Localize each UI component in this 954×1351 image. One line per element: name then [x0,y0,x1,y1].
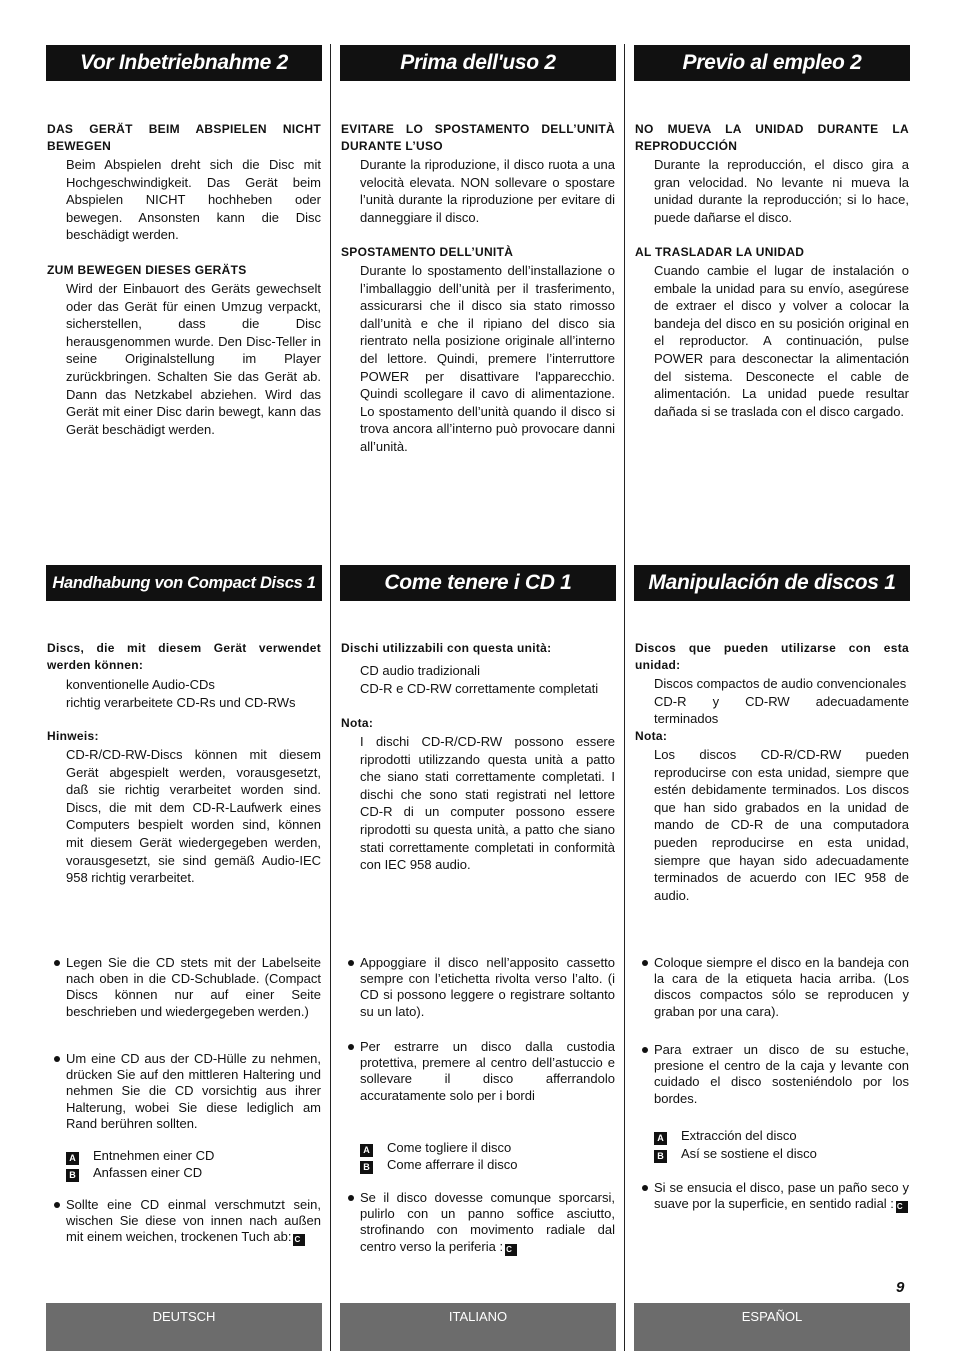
section-heading: Hinweis: [47,729,99,743]
section-text: Wird der Einbauort des Geräts gewechselt oder das Gerät für einen Umzug verpackt, sicherstellen, dass die Disc herausgenommen wurde. Den Disc-Teller in seine Originalstellung im Player zurückbringen. Schalten Sie das Gerät ab. Dann das Netzkabel abziehen. Wird das Gerät mit einer Disc darin bewegt, kann das Gerät beschädigt werden. [66,281,321,437]
bullet-item: Legen Sie die CD stets mit der Labelseite nach oben in die CD-Schublade. (Compact Discs können nur auf einer Seite beschrieben und wiedergegeben werden.) [66,955,321,1019]
box-letter-b-icon: B [360,1161,373,1174]
list-item: Discos compactos de audio convencionales [654,676,907,691]
column-divider-1 [330,44,331,1351]
bullet-text: Si se ensucia el disco, pase un paño seco y suave por la superficie, en sentido radial : [654,1180,909,1212]
bullet-item: Per estrarre un disco dalla custodia protettiva, premere al centro dell’astuccio e sollevare il disco afferrandolo accuratamente solo per i bordi [360,1039,615,1103]
box-letter-a-icon: A [654,1132,667,1145]
section-text: Los discos CD-R/CD-RW pueden reproducirse con esta unidad, siempre que estén debidamente terminados. Los discos que han sido grabados en la unidad de mando de CD-R de una computadora pueden reproducirse en esta unidad, siempre que hayan sido adecuadamente terminados de acuerdo con IEC 958 de audio. [654,747,909,903]
figure-label-text: Come togliere il disco [387,1140,512,1155]
figure-label-a [654,1127,797,1145]
box-letter-c-icon: C [293,1234,305,1246]
bullet-item: Coloque siempre el disco en la bandeja con la cara de la etiqueta hacia arriba. (Los discos compactos sólo se reproducen y graban por una cara). [654,955,909,1019]
section-text: Durante la riproduzione, il disco ruota a una velocità elevata. NON sollevare o spostare l’unità durante la riproduzione per evitare di danneggiare il disco. [360,157,615,225]
figure-label-text: Come afferrare il disco [387,1157,518,1172]
section-banner: Come tenere i CD 1 [340,565,616,601]
list-item: CD audio tradizionali [360,663,480,678]
disc-list [360,662,615,697]
section-heading: NO MUEVA LA UNIDAD DURANTE LA REPRODUCCIÓN [635,122,909,153]
section-text: Durante la reproducción, el disco gira a gran velocidad. No levante ni mueva la unidad durante la reproducción; si lo hace, puede dañarse el disco. [654,157,909,225]
figure-label-text: Anfassen einer CD [93,1165,203,1180]
bullet-text: Sollte eine CD einmal verschmutzt sein, wischen Sie diese von innen nach außen mit einem weichen, trockenen Tuch ab: [66,1197,321,1245]
section-heading: Nota: [635,729,668,743]
disc-list [66,676,321,711]
section-heading: EVITARE LO SPOSTAMENTO DELL’UNITÀ DURANTE L’USO [341,122,615,153]
figure-label-text: Entnehmen einer CD [93,1148,215,1163]
section-banner: Vor Inbetriebnahme 2 [46,45,322,81]
box-letter-c-icon: C [896,1201,908,1213]
figure-label-text: Así se sostiene el disco [681,1146,817,1161]
section-heading: AL TRASLADAR LA UNIDAD [635,245,805,259]
section-text: Durante lo spostamento dell’installazione o l’imballaggio dell’unità per il trasferimento, assicurarsi che il disco sia stato rimosso dall’unità e che il ripiano del disco sia rientrato nella posizione originale all’interno del lettore. Quindi, premere l’interruttore POWER per disattivare l'apparecchio. Quindi scollegare il cavo di alimentazione. Lo spostamento dell’unità quando il disco si trova ancora all’interno può provocare danni all’unità. [360,263,615,454]
list-item: richtig verarbeitete CD-Rs und CD-RWs [66,694,296,710]
bullet-item: Um eine CD aus der CD-Hülle zu nehmen, drücken Sie auf den mittleren Haltering und nehmen Sie die CD vorsichtig aus ihrer Halterung, wobei Sie diese lediglich am Rand berühren sollten. [66,1051,321,1131]
section-banner: Manipulación de discos 1 [634,565,910,601]
box-letter-c-icon: C [505,1244,517,1256]
list-item: CD-R y CD-RW adecuadamente terminados [654,693,909,727]
section-heading: Dischi utilizzabili con questa unità: [341,641,552,655]
section-heading: Discs, die mit diesem Gerät verwendet werden können: [47,641,321,672]
box-letter-b-icon: B [654,1150,667,1163]
disc-list [654,675,909,728]
section-heading: Discos que pueden utilizarse con esta unidad: [635,641,909,672]
section-heading: ZUM BEWEGEN DIESES GERÄTS [47,263,247,277]
bullet-item: Appoggiare il disco nell’apposito cassetto sempre con l’etichetta rivolta verso l’alto. (i CD si possono leggere o registrare soltanto su un lato). [360,955,615,1019]
section-heading: SPOSTAMENTO DELL’UNITÀ [341,245,514,259]
bullet-item [66,1197,321,1246]
figure-label-a [66,1147,214,1165]
column-divider-2 [624,44,625,1351]
box-letter-a-icon: A [360,1144,373,1157]
section-heading: Nota: [341,716,374,730]
language-footer: DEUTSCH [46,1303,322,1351]
page-number: 9 [896,1279,905,1296]
section-banner: Previo al empleo 2 [634,45,910,81]
list-item: CD-R e CD-RW correttamente completati [360,680,599,696]
section-text: Cuando cambie el lugar de instalación o embale la unidad para su envío, asegúrese de extraer el disco y volver a colocar la bandeja del disco en su posición original en el reproductor. A continuación, pulse POWER para desconectar la alimentación del sistema. Desconecte el cable de alimentación. La unidad puede resultar dañada si se traslada con el disco cargado. [654,263,909,419]
figure-label-a [360,1139,511,1157]
section-banner: Prima dell'uso 2 [340,45,616,81]
box-letter-a-icon: A [66,1152,79,1165]
section-heading: DAS GERÄT BEIM ABSPIELEN NICHT BEWEGEN [47,122,321,153]
section-banner: Handhabung von Compact Discs 1 [46,565,322,601]
figure-label-b [654,1145,817,1163]
figure-label-b [66,1164,202,1182]
section-text: Beim Abspielen dreht sich die Disc mit Hochgeschwindigkeit. Das Gerät beim Abspielen NICHT hochheben oder bewegen. Ansonsten kann die Disc beschädigt werden. [66,157,321,243]
figure-label-b [360,1156,518,1174]
language-footer: ITALIANO [340,1303,616,1351]
figure-label-text: Extracción del disco [681,1128,797,1143]
bullet-item [360,1190,615,1256]
bullet-text: Se il disco dovesse comunque sporcarsi, pulirlo con un panno soffice asciutto, strofinando con movimento radiale dal centro verso la periferia : [360,1190,615,1254]
box-letter-b-icon: B [66,1169,79,1182]
bullet-item [654,1180,909,1213]
list-item: konventionelle Audio-CDs [66,677,215,692]
language-footer: ESPAÑOL [634,1303,910,1351]
section-text: CD-R/CD-RW-Discs können mit diesem Gerät abgespielt werden, vorausgesetzt, daß sie richtig verarbeitet worden sind. Discs, die mit dem CD-R-Laufwerk eines Computers bespielt worden sind, können mit diesem Gerät wiedergegeben werden, vorausgesetzt, sie sind gemäß Audio-IEC 958 richtig verarbeitet. [66,747,321,886]
bullet-item: Para extraer un disco de su estuche, presione el centro de la caja y levante con cuidado el disco sosteniéndolo por los bordes. [654,1042,909,1106]
section-text: I dischi CD-R/CD-RW possono essere riprodotti utilizzando questa unità a patto che siano stati correttamente completati. I dischi che sono stati registrati nel lettore CD-R di un computer possono essere riprodotti su questa unità, a patto che siano stati correttamente completati in conformità con IEC 958 audio. [360,734,615,873]
